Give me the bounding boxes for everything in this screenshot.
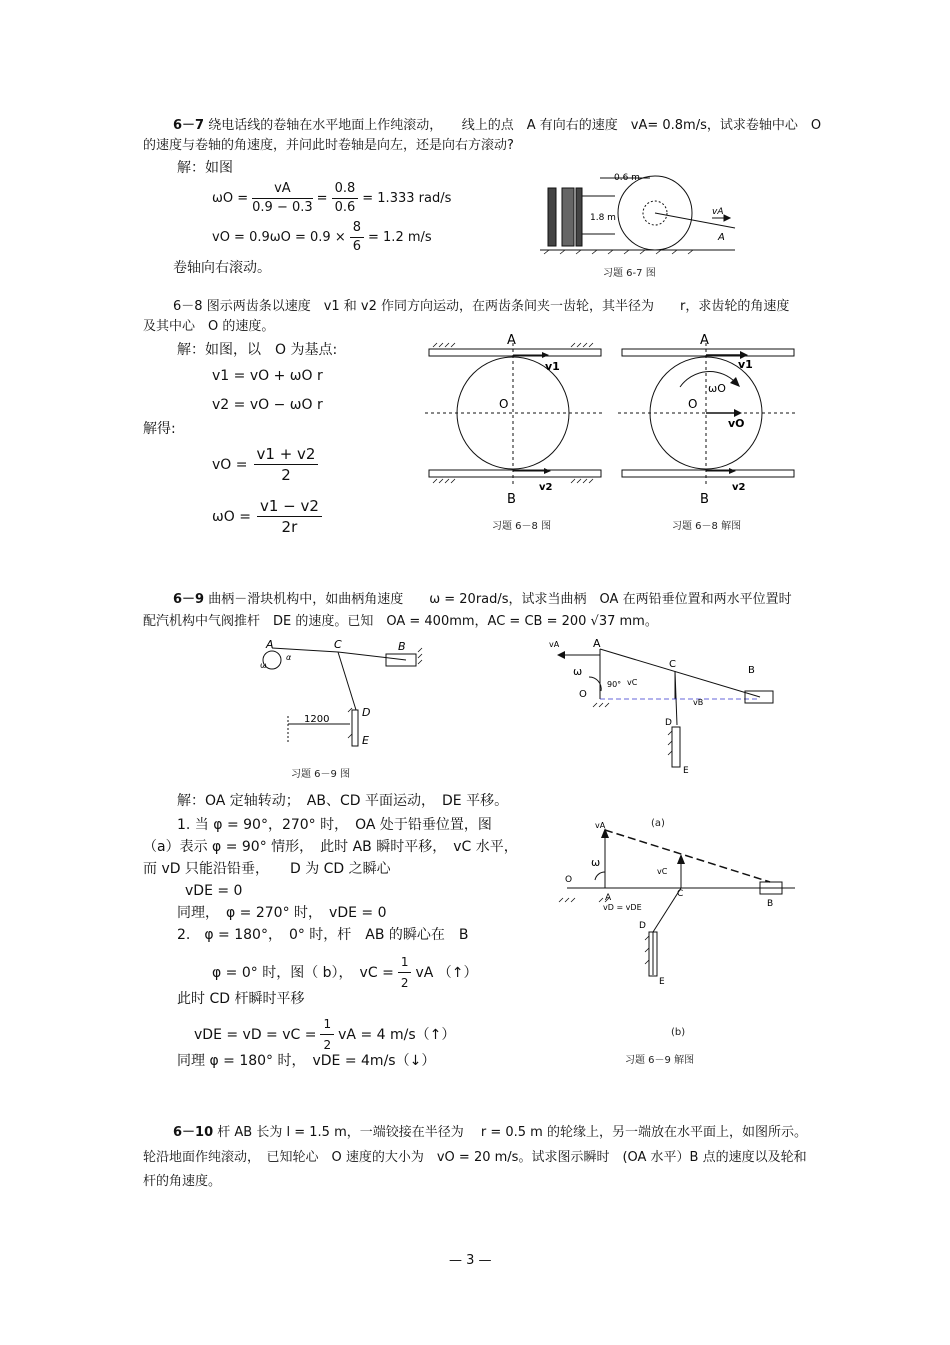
- p69-sol3: 而 vD 只能沿铅垂， D 为 CD 之瞬心: [143, 861, 391, 877]
- p69-sol8: 此时 CD 杆瞬时平移: [177, 991, 305, 1007]
- p68-fig-v1: v1: [545, 360, 560, 373]
- p68-eq-d: ωO = $\frac{v1 - v2}{2r}$: [212, 496, 322, 537]
- p67-line1: 6－7 绕电话线的卷轴在水平地面上作纯滚动， 线上的点 A 有向右的速度 vA= 0.8m/s，试求卷轴中心 O: [173, 118, 822, 133]
- p68-line2: 及其中心 O 的速度。: [143, 319, 275, 334]
- p68-eq-b: v2 = vO − ωO r: [212, 397, 323, 413]
- p68-solution-figure: [618, 335, 798, 510]
- p69b-b: B: [767, 899, 774, 909]
- p69-sol7: φ = 0° 时，图（ b）， vC = $\frac{1}{2}$ vA （↑）: [212, 952, 478, 993]
- p69-sol9: vDE = vD = vC = $\frac{1}{2}$ vA = 4 m/s（↑）: [194, 1014, 455, 1055]
- p69a-vc: vC: [627, 678, 638, 687]
- p69-c-label: C: [334, 638, 342, 651]
- p67-num: 6－7: [173, 118, 205, 133]
- p67-dim1: 0.6 m: [614, 173, 640, 183]
- p69-sol4: vDE = 0: [185, 883, 243, 899]
- p69-line2: 配汽机构中气阀推杆 DE 的速度。已知 OA = 400mm，AC = CB = 200 √37 mm。: [143, 614, 658, 629]
- p68-fig-v2: v2: [539, 482, 553, 493]
- page-number: — 3 —: [449, 1253, 492, 1268]
- p67-dim2: 1.8 m: [590, 213, 616, 223]
- p68-sol-vo: vO: [728, 417, 745, 430]
- p69b-vd: vD = vDE: [603, 903, 642, 912]
- p69-caption1: 习题 6－9 图: [291, 769, 351, 780]
- p68-sol-v2: v2: [732, 482, 746, 493]
- p69-e-label: E: [362, 734, 369, 747]
- p68-caption1: 习题 6－8 图: [492, 521, 552, 532]
- p69a-va: vA: [549, 640, 560, 649]
- p69b-vc: vC: [657, 867, 668, 876]
- p67-conclusion: 卷轴向右滚动。: [173, 260, 271, 276]
- p69a-a: A: [593, 637, 601, 650]
- p69b-c: C: [677, 889, 684, 899]
- p69-caption2: 习题 6－9 解图: [625, 1055, 695, 1066]
- p69b-e: E: [659, 977, 665, 987]
- p68-eq-c: vO = $\frac{v1 + v2}{2}$: [212, 444, 318, 485]
- p610-line3: 杆的角速度。: [143, 1174, 222, 1189]
- p610-line1: 6－10 杆 AB 长为 l = 1.5 m，一端铰接在半径为 r = 0.5 m 的轮缘上，另一端放在水平面上，如图所示。: [173, 1125, 807, 1140]
- p68-solution: 解：如图，以 O 为基点:: [177, 342, 338, 358]
- p69-figure: [258, 638, 423, 753]
- p69b-d: D: [639, 921, 646, 931]
- p68-fig-a: A: [507, 333, 516, 348]
- p69b-va: vA: [595, 821, 606, 830]
- p69a-90: 90°: [607, 680, 622, 689]
- p68-sol-a: A: [700, 333, 709, 348]
- p69-sol5: 同理， φ = 270° 时， vDE = 0: [177, 905, 387, 921]
- p69b-o: O: [565, 875, 573, 885]
- p68-jiede: 解得:: [143, 421, 176, 437]
- p68-caption2: 习题 6－8 解图: [672, 521, 742, 532]
- p67-a-label: A: [718, 232, 725, 243]
- p69-omega-label: ω: [260, 661, 267, 670]
- p69-sol10: 同理 φ = 180° 时， vDE = 4m/s（↓）: [177, 1053, 436, 1069]
- p69-d-label: D: [362, 706, 371, 719]
- p69a-b: B: [748, 665, 755, 676]
- p69a-c: C: [669, 659, 676, 670]
- p69a-o: O: [579, 689, 587, 700]
- p69-alpha-label: α: [286, 653, 292, 662]
- p69-sol2: （a）表示 φ = 90° 情形， 此时 AB 瞬时平移， vC 水平，: [143, 839, 518, 855]
- p69a-omega: ω: [573, 665, 583, 678]
- p69-fig-b: [555, 820, 800, 990]
- p69a-e: E: [683, 766, 689, 776]
- p68-fig-o: O: [499, 397, 509, 411]
- p68-figure: [425, 335, 605, 510]
- p68-eq-a: v1 = vO + ωO r: [212, 368, 323, 384]
- p69-sol6: 2. φ = 180°， 0° 时，杆 AB 的瞬心在 B: [177, 927, 469, 943]
- p69-sol1: 1. 当 φ = 90°，270° 时， OA 处于铅垂位置，图: [177, 817, 492, 833]
- p69-a-label: A: [266, 638, 274, 651]
- p68-sol-b: B: [700, 492, 709, 507]
- p69-fig-b-label: (b): [671, 1027, 686, 1038]
- p68-sol-omega: ωO: [708, 382, 726, 395]
- p68-fig-b: B: [507, 492, 516, 507]
- p67-figure: [540, 168, 750, 258]
- p67-eq1: ωO = $\frac{vA}{0.9 - 0.3}$ = $\frac{0.8}{0.6}$ = 1.333 rad/s: [212, 181, 452, 215]
- p68-sol-o: O: [688, 397, 698, 411]
- p69a-vb: vB: [693, 698, 704, 707]
- p69b-omega: ω: [591, 856, 601, 869]
- p67-solution: 解：如图: [177, 160, 233, 176]
- p67-caption: 习题 6-7 图: [603, 268, 656, 279]
- p67-eq2: vO = 0.9ωO = 0.9 × $\frac{8}{6}$ = 1.2 m/s: [212, 220, 432, 254]
- p69-b-label: B: [398, 640, 406, 653]
- p69-line1: 6－9 曲柄－滑块机构中，如曲柄角速度 ω = 20rad/s，试求当曲柄 OA 在两铅垂位置和两水平位置时: [173, 592, 792, 607]
- p67-va-label: vA: [712, 207, 724, 217]
- p610-line2: 轮沿地面作纯滚动， 已知轮心 O 速度的大小为 vO = 20 m/s。试求图示瞬时 (OA 水平）B 点的速度以及轮和: [143, 1150, 807, 1165]
- p67-line2: 的速度与卷轴的角速度，并问此时卷轴是向左，还是向右方滚动?: [143, 138, 514, 153]
- p69-fig-a-label: (a): [651, 818, 665, 829]
- p69b-a: A: [605, 893, 612, 903]
- p69-sol0: 解：OA 定轴转动； AB、CD 平面运动， DE 平移。: [177, 793, 509, 809]
- p68-sol-v1: v1: [738, 358, 753, 371]
- p69-dim: 1200: [304, 714, 330, 725]
- p69-fig-a: [545, 635, 785, 775]
- p68-line1: 6－8 图示两齿条以速度 v1 和 v2 作同方向运动，在两齿条间夹一齿轮，其半径为 r，求齿轮的角速度: [173, 299, 790, 314]
- p69a-d: D: [665, 718, 672, 728]
